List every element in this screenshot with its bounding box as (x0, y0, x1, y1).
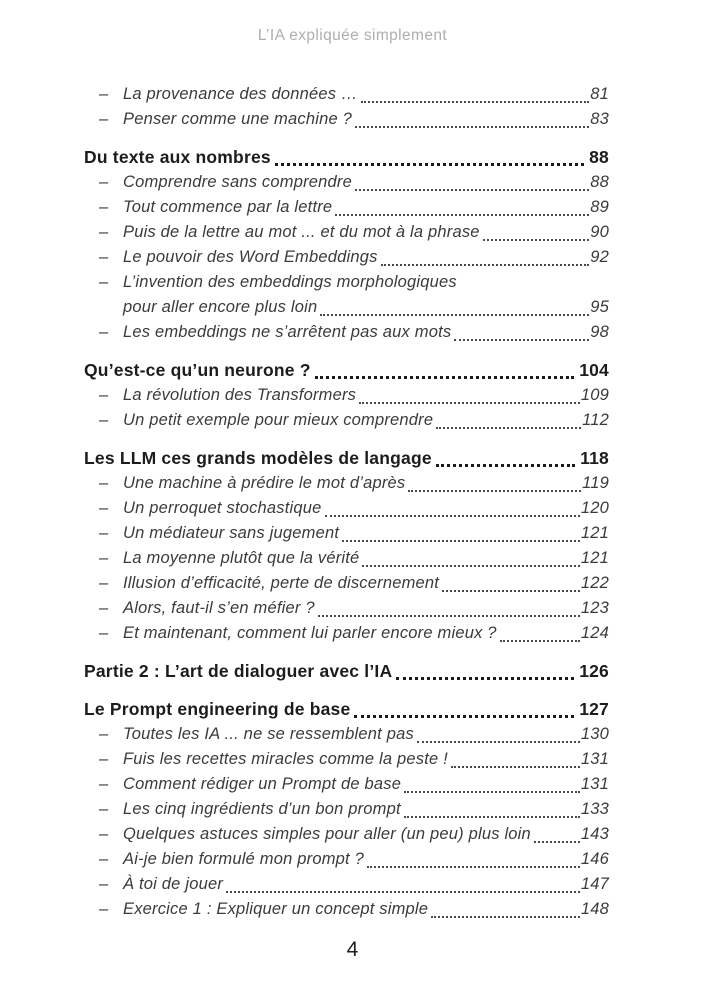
toc-page-number: 121 (580, 549, 609, 567)
toc-entry-label: Illusion d’efficacité, perte de discernement (123, 574, 440, 592)
dot-leader (342, 540, 580, 542)
toc-entry-row[interactable] (84, 897, 609, 922)
toc-page-number: 127 (579, 699, 609, 719)
toc-entry-row[interactable] (84, 521, 609, 546)
toc-entry-row[interactable] (84, 82, 609, 107)
toc-entry-label: Et maintenant, comment lui parler encore mieux ? (123, 624, 497, 642)
toc-entry-row[interactable] (84, 797, 609, 822)
toc-entry-label: Le pouvoir des Word Embeddings (123, 248, 378, 266)
dash-marker: – (99, 273, 109, 291)
dot-leader (396, 677, 574, 680)
toc-heading-label: Le Prompt engineering de base (84, 699, 351, 719)
toc-entry-label: La révolution des Transformers (123, 386, 357, 404)
toc-entry-row[interactable] (84, 596, 609, 621)
toc-page-number: 81 (590, 85, 609, 103)
toc-entry-row[interactable] (84, 383, 609, 408)
toc-page-number: 112 (582, 411, 609, 429)
dash-marker: – (99, 725, 109, 743)
dash-marker: – (99, 524, 109, 542)
toc-entry-row[interactable] (84, 722, 609, 747)
toc-page-number: 90 (590, 223, 609, 241)
dash-marker: – (99, 574, 109, 592)
toc-page-number: 143 (580, 825, 609, 843)
dot-leader (361, 101, 590, 103)
toc-entry-row[interactable] (84, 220, 609, 245)
toc-chapter-row[interactable] (84, 697, 609, 722)
toc-page-number: 104 (579, 360, 609, 380)
dot-leader (320, 314, 589, 316)
dot-leader (408, 490, 581, 492)
toc-entry-label: Ai-je bien formulé mon prompt ? (123, 850, 364, 868)
toc-entry-label: Exercice 1 : Expliquer un concept simple (123, 900, 429, 918)
toc-entry-row[interactable] (84, 546, 609, 571)
toc-entry-row[interactable] (84, 408, 609, 433)
toc-page-number: 120 (580, 499, 609, 517)
toc-entry-label: pour aller encore plus loin (123, 298, 318, 316)
toc-entry-label: À toi de jouer (123, 875, 224, 893)
toc-page-number: 123 (580, 599, 609, 617)
dot-leader (454, 339, 589, 341)
dot-leader (500, 640, 580, 642)
toc-entry-label: La provenance des données … (123, 85, 358, 103)
toc-entry-label: Comment rédiger un Prompt de base (123, 775, 402, 793)
toc-entry-label: Comprendre sans comprendre (123, 173, 352, 191)
toc-entry-row[interactable] (84, 496, 609, 521)
toc-page-number: 88 (590, 173, 609, 191)
dot-leader (226, 891, 580, 893)
toc-entry-row[interactable] (84, 872, 609, 897)
toc-entry-row[interactable] (84, 107, 609, 132)
toc-page-number: 119 (582, 474, 609, 492)
toc-entry-label: Fuis les recettes miracles comme la peste ! (123, 750, 448, 768)
toc-part-row[interactable] (84, 659, 609, 684)
toc-heading-label: Du texte aux nombres (84, 147, 271, 167)
toc-entry-label: La moyenne plutôt que la vérité (123, 549, 360, 567)
dash-marker: – (99, 599, 109, 617)
dash-marker: – (99, 825, 109, 843)
toc-entry-row[interactable] (84, 571, 609, 596)
dot-leader (451, 766, 580, 768)
toc-heading-label: Les LLM ces grands modèles de langage (84, 448, 432, 468)
dash-marker: – (99, 900, 109, 918)
dot-leader (483, 239, 590, 241)
toc-chapter-row[interactable] (84, 358, 609, 383)
toc-entry-row[interactable] (84, 847, 609, 872)
dot-leader (534, 841, 580, 843)
dash-marker: – (99, 750, 109, 768)
dot-leader (436, 464, 575, 467)
dot-leader (436, 427, 581, 429)
dash-marker: – (99, 173, 109, 191)
dash-marker: – (99, 323, 109, 341)
dash-marker: – (99, 775, 109, 793)
toc-entry-row[interactable] (84, 245, 609, 270)
toc-entry-row[interactable] (84, 195, 609, 220)
toc-entry-label: Tout commence par la lettre (123, 198, 333, 216)
toc-entry-row[interactable] (84, 747, 609, 772)
toc-entry-label: Quelques astuces simples pour aller (un peu) plus loin (123, 825, 531, 843)
toc-entry-label: Un petit exemple pour mieux comprendre (123, 411, 434, 429)
toc-entry-row[interactable] (84, 471, 609, 496)
toc-entry-label: L’invention des embeddings morphologiques (123, 273, 457, 291)
dash-marker: – (99, 223, 109, 241)
toc-chapter-row[interactable] (84, 446, 609, 471)
dash-marker: – (99, 800, 109, 818)
dot-leader (325, 515, 580, 517)
toc-entry-label: Alors, faut-il s’en méfier ? (123, 599, 315, 617)
dot-leader (359, 402, 580, 404)
toc-heading-label: Qu’est-ce qu’un neurone ? (84, 360, 311, 380)
toc-page-number: 130 (580, 725, 609, 743)
toc-entry-row[interactable] (84, 772, 609, 797)
toc-page-number: 124 (580, 624, 609, 642)
dot-leader (362, 565, 579, 567)
dot-leader (354, 715, 574, 718)
toc-page-number: 131 (580, 750, 609, 768)
toc-entry-row[interactable] (84, 822, 609, 847)
dash-marker: – (99, 474, 109, 492)
toc-entry-row[interactable] (84, 270, 609, 295)
dot-leader (381, 264, 590, 266)
toc-page-number: 118 (580, 448, 609, 468)
dash-marker: – (99, 248, 109, 266)
toc-page-number: 122 (580, 574, 609, 592)
toc-entry-label: Puis de la lettre au mot ... et du mot à la phrase (123, 223, 480, 241)
toc-heading-label: Partie 2 : L’art de dialoguer avec l’IA (84, 661, 393, 681)
dash-marker: – (99, 85, 109, 103)
dot-leader (318, 615, 580, 617)
dash-marker: – (99, 850, 109, 868)
toc-page-number: 126 (579, 661, 609, 681)
toc-entry-label: Une machine à prédire le mot d’après (123, 474, 406, 492)
dot-leader (355, 189, 589, 191)
dot-leader (275, 163, 584, 166)
dash-marker: – (99, 499, 109, 517)
toc-chapter-row[interactable] (84, 145, 609, 170)
dash-marker: – (99, 875, 109, 893)
toc-entry-label: Un perroquet stochastique (123, 499, 322, 517)
toc-entry-label: Toutes les IA ... ne se ressemblent pas (123, 725, 414, 743)
dot-leader (442, 590, 580, 592)
toc-page-number: 89 (590, 198, 609, 216)
toc-entry-row[interactable] (84, 295, 609, 320)
dot-leader (404, 791, 580, 793)
toc-entry-label: Les embeddings ne s’arrêtent pas aux mots (123, 323, 452, 341)
dot-leader (315, 376, 575, 379)
toc-entry-row[interactable] (84, 320, 609, 345)
dot-leader (431, 916, 580, 918)
toc-page-number: 92 (590, 248, 609, 266)
toc-entry-label: Un médiateur sans jugement (123, 524, 340, 542)
toc-page-number: 95 (590, 298, 609, 316)
dot-leader (367, 866, 580, 868)
dot-leader (417, 741, 580, 743)
toc-page-number: 98 (590, 323, 609, 341)
footer-page-number: 4 (346, 938, 359, 961)
toc-page-number: 148 (580, 900, 609, 918)
dash-marker: – (99, 411, 109, 429)
dot-leader (355, 126, 589, 128)
toc-entry-row[interactable] (84, 621, 609, 646)
toc-page-number: 88 (589, 147, 609, 167)
dash-marker: – (99, 386, 109, 404)
toc-entry-label: Les cinq ingrédients d’un bon prompt (123, 800, 401, 818)
dash-marker: – (99, 624, 109, 642)
dash-marker: – (99, 110, 109, 128)
toc-entry-row[interactable] (84, 170, 609, 195)
toc-page-number: 109 (580, 386, 609, 404)
toc-page-number: 133 (580, 800, 609, 818)
dash-marker: – (99, 198, 109, 216)
toc-page-number: 83 (590, 110, 609, 128)
toc-list (84, 82, 609, 922)
running-header-title: L’IA expliquée simplement (257, 27, 448, 44)
toc-page-number: 147 (580, 875, 609, 893)
toc-page-number: 146 (580, 850, 609, 868)
toc-page-number: 121 (580, 524, 609, 542)
dash-marker: – (99, 549, 109, 567)
dot-leader (404, 816, 580, 818)
dot-leader (335, 214, 589, 216)
toc-entry-label: Penser comme une machine ? (123, 110, 352, 128)
toc-page-number: 131 (580, 775, 609, 793)
